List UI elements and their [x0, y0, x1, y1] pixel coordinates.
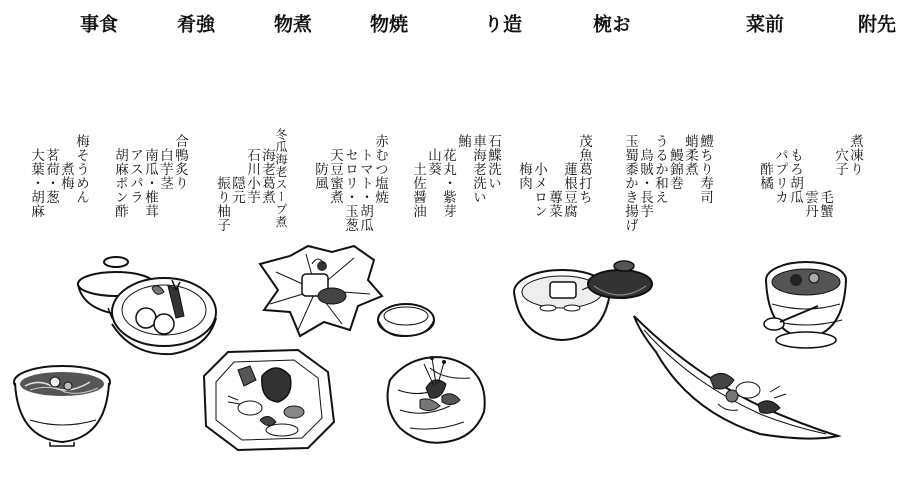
course-items-shokuji — [28, 128, 88, 258]
menu-item: 梅肉 — [516, 162, 532, 190]
menu-item: 小メロン — [531, 162, 547, 218]
menu-item: 合鴨炙り — [172, 134, 188, 190]
menu-item: 大葉・胡麻 — [28, 148, 44, 218]
course-heading-shokuji: 食事 — [77, 14, 118, 81]
course-heading-shiizakana: 強肴 — [174, 14, 215, 81]
menu-item: 酢橘 — [757, 162, 773, 190]
octagon-plate-drawing — [198, 346, 338, 454]
course-heading-zensai: 前菜 — [743, 14, 784, 81]
menu-item: 穴子 — [832, 148, 848, 176]
menu-item: 白芋茎 — [157, 148, 173, 190]
course-heading-yakimono: 焼物 — [367, 14, 408, 81]
menu-item: 胡麻ポン酢 — [112, 148, 128, 218]
sashimi-plate-drawing — [380, 344, 488, 448]
menu-item: 蓮根豆腐 — [561, 162, 577, 218]
course-items-zensai — [622, 128, 712, 258]
lidded-bowl-drawing — [72, 248, 222, 360]
glass-bowl-drawing — [736, 248, 876, 354]
menu-item: 車海老洗い — [470, 134, 486, 204]
menu-item: トマト・胡瓜 — [357, 148, 373, 232]
menu-item: 土佐醤油 — [410, 162, 426, 218]
menu-item: うるか和え — [652, 134, 668, 204]
menu-item: 茗荷・葱 — [43, 148, 59, 204]
menu-item: 煮凍り — [847, 134, 863, 176]
menu-item: 雲丹 — [802, 190, 818, 218]
menu-item: 南瓜・椎茸 — [142, 148, 158, 218]
course-heading-sakizuke: 先附 — [855, 14, 896, 81]
menu-item: もろ胡瓜 — [787, 148, 803, 204]
course-items-tsukuri — [410, 128, 500, 258]
menu-item: 蛸柔煮 — [682, 134, 698, 176]
course-heading-nimono: 煮物 — [271, 14, 312, 81]
menu-item: 鰻錦巻 — [667, 148, 683, 190]
menu-item: セロリ・玉葱 — [342, 148, 358, 232]
menu-item: 冬瓜海老スープ煮 — [274, 128, 288, 228]
menu-item: 玉蜀黍かき揚げ — [622, 134, 638, 232]
menu-item: 鱧ちり寿司 — [697, 134, 713, 204]
menu-item: 天豆蜜煮 — [327, 148, 343, 204]
menu-item: 花丸・紫芽 — [440, 148, 456, 218]
course-heading-owan: お椀 — [590, 14, 631, 81]
course-items-nimono — [214, 128, 287, 258]
menu-item: 山葵 — [425, 148, 441, 176]
menu-item: 振り柚子 — [214, 176, 230, 232]
leaf-plate-drawing — [246, 244, 438, 344]
menu-item: 毛蟹 — [817, 190, 833, 218]
menu-item: 烏賊・長芋 — [637, 148, 653, 218]
menu-item: 蓴菜 — [546, 190, 562, 218]
menu-item: 赤むつ塩焼 — [372, 134, 388, 204]
menu-item: 海老葛煮 — [259, 148, 275, 204]
menu-item: 隠元 — [229, 176, 245, 204]
course-items-shiizakana — [112, 128, 187, 258]
menu-item: 煮梅 — [58, 162, 74, 190]
course-heading-tsukuri: 造り — [481, 14, 522, 81]
menu-item: 茂魚葛打ち — [576, 134, 592, 204]
menu-item: 鮪 — [455, 134, 471, 148]
course-items-yakimono — [312, 128, 387, 258]
course-items-sakizuke — [757, 128, 862, 258]
menu-item: 防風 — [312, 162, 328, 190]
menu-item: 石川小芋 — [244, 148, 260, 204]
course-items-owan — [516, 128, 591, 258]
menu-item: 梅そうめん — [73, 134, 89, 204]
menu-item: アスパラ — [127, 148, 143, 204]
soup-bowl-drawing — [10, 360, 115, 448]
menu-item: パプリカ — [772, 148, 788, 204]
menu-item: 石鰈洗い — [485, 134, 501, 190]
